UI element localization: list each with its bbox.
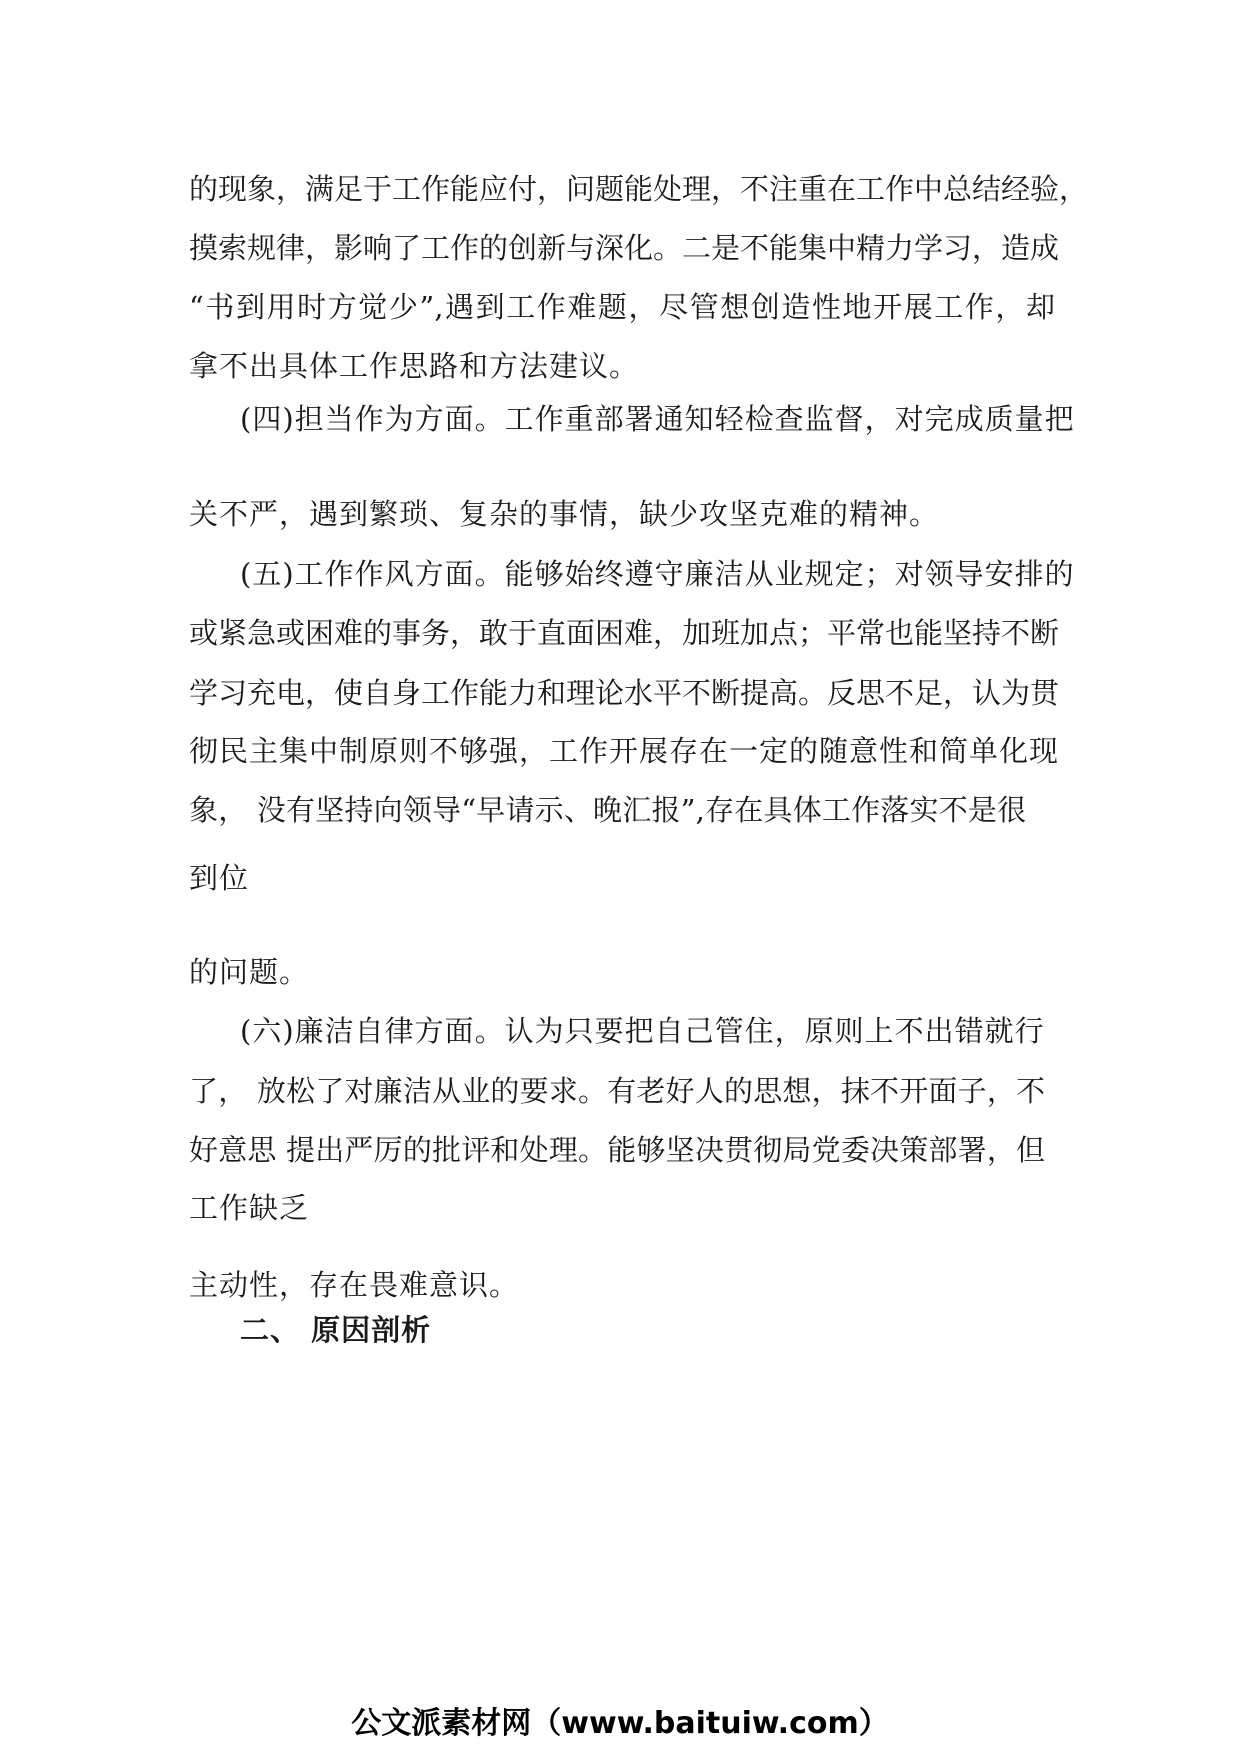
paragraph-line: 关不严，遇到繁琐、复杂的事情，缺少攻坚克难的精神。 (189, 497, 940, 531)
paragraph-line: 的问题。 (189, 955, 310, 989)
paragraph-line: 摸索规律，影响了工作的创新与深化。二是不能集中精力学习，造成 (189, 231, 1060, 265)
paragraph-line: 到位 (189, 861, 250, 895)
paragraph-line: 学习充电，使自身工作能力和理论水平不断提高。反思不足，认为贯 (189, 676, 1060, 710)
paragraph-line: 或紧急或困难的事务，敢于直面困难，加班加点；平常也能坚持不断 (189, 616, 1060, 650)
paragraph-line: “书到用时方觉少”,遇到工作难题，尽管想创造性地开展工作，却 (189, 290, 1055, 324)
paragraph-line: 主动性，存在畏难意识。 (189, 1268, 520, 1302)
paragraph-line: 拿不出具体工作思路和方法建议。 (189, 349, 640, 383)
paragraph-line: 好意思 提出严厉的批评和处理。能够坚决贯彻局党委决策部署，但 (189, 1133, 1046, 1167)
paragraph-line: 了， 放松了对廉洁从业的要求。有老好人的思想，抹不开面子，不 (189, 1074, 1046, 1108)
paragraph-line: (六)廉洁自律方面。认为只要把自己管住，原则上不出错就行 (240, 1014, 1045, 1048)
paragraph-line: (四)担当作为方面。工作重部署通知轻检查监督，对完成质量把 (240, 402, 1075, 436)
paragraph-line: (五)工作作风方面。能够始终遵守廉洁从业规定；对领导安排的 (240, 557, 1075, 591)
footer-watermark: 公文派素材网（www.baituiw.com） (351, 1706, 889, 1741)
paragraph-line: 工作缺乏 (189, 1191, 310, 1225)
paragraph-line: 象， 没有坚持向领导“早请示、晚汇报”,存在具体工作落实不是很 (189, 793, 1027, 827)
paragraph-line: 的现象，满足于工作能应付，问题能处理，不注重在工作中总结经验， (189, 172, 1089, 206)
paragraph-line: 彻民主集中制原则不够强，工作开展存在一定的随意性和简单化现 (189, 734, 1060, 768)
section-heading: 二、 原因剖析 (240, 1313, 432, 1347)
